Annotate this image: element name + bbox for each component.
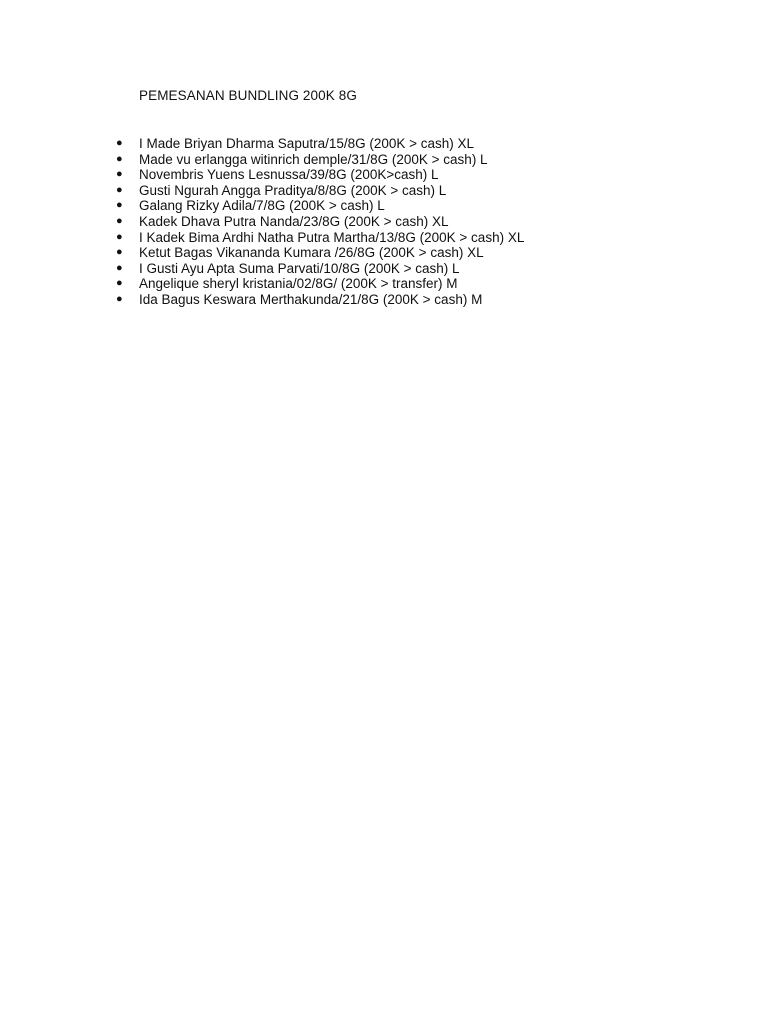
bullet-icon: ● <box>116 152 123 165</box>
list-item-text: Ketut Bagas Vikananda Kumara /26/8G (200K > cash) XL <box>139 245 484 261</box>
list-item-text: Made vu erlangga witinrich demple/31/8G (200K > cash) L <box>139 151 488 167</box>
list-item <box>116 136 524 152</box>
list-item <box>116 292 524 308</box>
list-item <box>116 152 524 168</box>
list-item-text: Kadek Dhava Putra Nanda/23/8G (200K > cash) XL <box>139 213 449 229</box>
bullet-icon: ● <box>116 292 123 305</box>
list-item-text: Angelique sheryl kristania/02/8G/ (200K > transfer) M <box>139 276 458 292</box>
bullet-icon: ● <box>116 137 123 149</box>
order-list <box>116 136 524 308</box>
list-item-text: Ida Bagus Keswara Merthakunda/21/8G (200K > cash) M <box>139 291 483 307</box>
list-item <box>116 167 524 183</box>
list-item-text: Novembris Yuens Lesnussa/39/8G (200K>cash) L <box>139 167 439 183</box>
list-item <box>116 276 524 292</box>
list-item <box>116 230 524 246</box>
list-item <box>116 214 524 230</box>
list-item <box>116 261 524 277</box>
list-item-text: I Gusti Ayu Apta Suma Parvati/10/8G (200K > cash) L <box>139 260 460 276</box>
list-item-text: I Kadek Bima Ardhi Natha Putra Martha/13/8G (200K > cash) XL <box>139 229 525 245</box>
bullet-icon: ● <box>116 214 123 227</box>
document-title: PEMESANAN BUNDLING 200K 8G <box>139 88 357 103</box>
bullet-icon: ● <box>116 168 123 181</box>
list-item <box>116 183 524 199</box>
list-item-text: I Made Briyan Dharma Saputra/15/8G (200K > cash) XL <box>139 136 475 151</box>
list-item <box>116 198 524 214</box>
bullet-icon: ● <box>116 230 123 243</box>
list-item-text: Gusti Ngurah Angga Praditya/8/8G (200K > cash) L <box>139 182 447 198</box>
bullet-icon: ● <box>116 199 123 212</box>
bullet-icon: ● <box>116 261 123 274</box>
bullet-icon: ● <box>116 277 123 290</box>
bullet-icon: ● <box>116 246 123 259</box>
bullet-icon: ● <box>116 183 123 196</box>
list-item <box>116 245 524 261</box>
list-item-text: Galang Rizky Adila/7/8G (200K > cash) L <box>139 198 385 214</box>
